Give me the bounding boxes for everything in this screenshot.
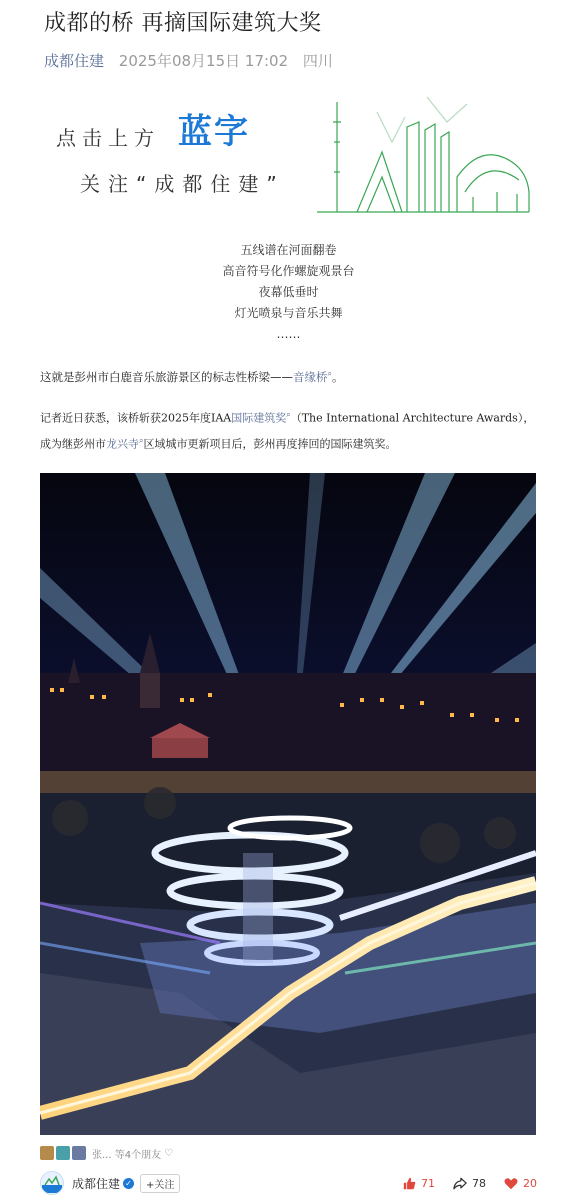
friend-avatar	[40, 1146, 54, 1160]
poem-block	[0, 240, 577, 345]
publish-region: 四川	[302, 52, 333, 70]
search-icon[interactable]: ⌕	[327, 369, 332, 378]
heart-outline-icon: ♡	[164, 1147, 174, 1159]
para1-suffix: 。	[331, 369, 344, 384]
article-title: 成都的桥 再摘国际建筑大奖	[44, 11, 322, 36]
like-count: 71	[421, 1176, 435, 1190]
temple-name-link[interactable]: 龙兴寺	[106, 437, 139, 451]
poem-line: ……	[276, 327, 301, 341]
like-stat[interactable]	[403, 1177, 435, 1190]
account-logo-icon	[42, 1173, 62, 1193]
poem-line: 高音符号化作螺旋观景台	[222, 264, 355, 278]
article-footer-bar	[40, 1170, 537, 1196]
author-account-link[interactable]: 成都住建	[44, 52, 105, 70]
account-logo[interactable]	[40, 1171, 64, 1195]
poem-line: 五线谱在河面翻卷	[240, 243, 337, 257]
friend-avatar	[56, 1146, 70, 1160]
para1-text: 这就是彭州市白鹿音乐旅游景区的标志性桥梁——	[40, 369, 293, 384]
article-paragraph-1	[40, 363, 537, 388]
love-stat[interactable]	[504, 1177, 537, 1190]
love-count: 20	[523, 1176, 537, 1190]
search-icon[interactable]: ⌕	[286, 410, 291, 419]
follow-banner	[40, 82, 537, 222]
bridge-night-photo[interactable]	[40, 473, 536, 1135]
share-icon	[453, 1177, 467, 1190]
friends-viewed-row[interactable]	[40, 1144, 173, 1162]
publish-time: 2025年08月15日 17:02	[118, 52, 289, 70]
para2-text: 记者近日获悉，该桥斩获2025年度IAA	[40, 411, 232, 425]
banner-blue-text: 蓝字	[178, 112, 250, 152]
city-skyline-illustration	[297, 82, 537, 222]
bridge-name-link[interactable]: 音缘桥	[293, 369, 328, 384]
share-stat[interactable]	[453, 1177, 486, 1190]
friends-viewed-text: 张... 等4个朋友	[92, 1149, 162, 1161]
poem-line: 夜幕低垂时	[258, 285, 319, 299]
banner-text-line2: 关注“成都住建”	[80, 172, 285, 196]
follow-button[interactable]: +关注	[140, 1174, 180, 1193]
article-paragraph-2	[40, 404, 537, 455]
para2-text-mid: （The International Architecture Awards），成为继彭州市	[40, 411, 535, 451]
share-count: 78	[472, 1176, 486, 1190]
article-meta	[44, 50, 343, 71]
award-name-link[interactable]: 国际建筑奖	[231, 411, 287, 425]
heart-icon	[504, 1177, 518, 1190]
footer-account-name[interactable]: 成都住建	[72, 1176, 121, 1191]
verified-badge-icon: ✓	[123, 1178, 134, 1189]
friend-avatar	[72, 1146, 86, 1160]
poem-line: 灯光喷泉与音乐共舞	[234, 306, 343, 320]
para2-text-end: 区域城市更新项目后，彭州再度捧回的国际建筑奖。	[143, 437, 397, 451]
night-scene-image	[40, 473, 536, 1135]
banner-text-line1: 点击上方	[56, 126, 160, 150]
search-icon[interactable]: ⌕	[139, 435, 144, 445]
thumbs-up-icon	[403, 1177, 416, 1190]
